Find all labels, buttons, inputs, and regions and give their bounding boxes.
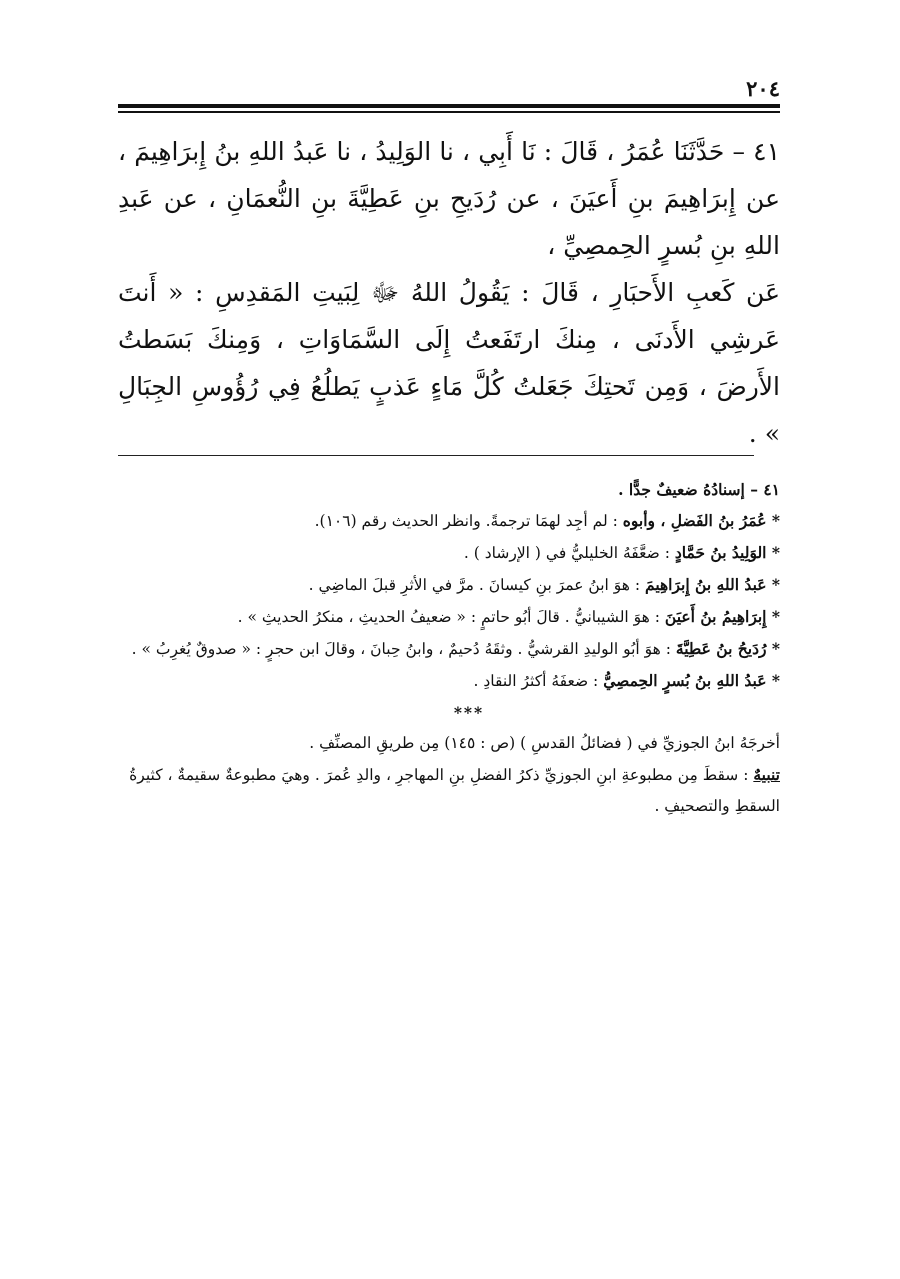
narrator-note: : هوَ أبُو الوليدِ القرشيُّ . وثقَهُ دُحيمٌ ، وابنُ حِبانَ ، وقالَ ابن حجرٍ : « صدوقٌ يُغرِبُ » . (131, 640, 676, 658)
narrator-note: : هوَ الشيبانيُّ . قالَ أبُو حاتمٍ : « ضعيفُ الحديثِ ، منكرُ الحديثِ » . (237, 608, 665, 626)
footnote-entry (118, 505, 780, 537)
narrator-name: * رُدَيحُ بنُ عَطِيَّةَ (675, 639, 780, 658)
caution-label: تنبيهٌ (753, 765, 780, 784)
footnote-heading: ٤١ – إسنادُهُ ضعيفٌ جدًّا . (618, 480, 780, 499)
narrator-note: : ضعَّفَهُ الخليليُّ في ( الإرشاد ) . (463, 544, 675, 562)
hadith-matn: عَن كَعبِ الأَحبَارِ ، قَالَ : يَقُولُ اللهُ ﷻ لِبَيتِ المَقدِسِ : « أَنتَ عَرشِي الأَدنَى ، مِنكَ ارتَفَعتُ إِلَى السَّمَاوَاتِ ، وَمِنكَ بَسَطتُ الأَرضَ ، وَمِن تَحتِكَ جَعَلتُ كُلَّ مَاءٍ عَذبٍ يَطلُعُ فِي رُؤُوسِ الجِبَالِ » . (118, 278, 780, 448)
narrator-note: : هوَ ابنُ عمرَ بنِ كيسانَ . مرَّ في الأثرِ قبلَ الماضِي . (308, 576, 646, 594)
footnote-separator-rule (118, 455, 754, 456)
hadith-main-text (118, 128, 780, 457)
footnotes-section (118, 474, 780, 822)
header-rule-thick (118, 104, 780, 108)
caution-note (118, 759, 780, 822)
footnote-entry (118, 569, 780, 601)
section-separator-stars: *** (453, 703, 485, 722)
header-rule-thin (118, 111, 780, 113)
hadith-isnad: ٤١ – حَدَّثَنَا عُمَرُ ، قَالَ : نَا أَبِي ، نا الوَلِيدُ ، نا عَبدُ اللهِ بنُ إِبرَاهِيمَ ، عن إِبرَاهِيمَ بنِ أَعيَنَ ، عن رُدَيحِ بنِ عَطِيَّةَ بنِ النُّعمَانِ ، عن عَبدِ اللهِ بنِ بُسرٍ الحِمصِيِّ ، (118, 137, 780, 260)
takhrij-note: أخرجَهُ ابنُ الجوزيِّ في ( فضائلُ القدسِ ) (ص : ١٤٥) مِن طريقِ المصنِّفِ . (309, 734, 780, 752)
narrator-note: : لم أجِد لهمَا ترجمةً. وانظر الحديث رقم (١٠٦). (314, 512, 623, 530)
caution-text: : سقطَ مِن مطبوعةِ ابنِ الجوزيِّ ذكرُ الفضلِ بنِ المهاجرِ ، والدِ عُمرَ . وهيَ مطبوعةٌ سقيمةٌ ، كثيرةُ السقطِ والتصحيفِ . (129, 766, 780, 815)
narrator-name: * الوَلِيدُ بنُ حَمَّادٍ (674, 543, 780, 562)
footnote-entry (118, 537, 780, 569)
footnote-entry (118, 601, 780, 633)
narrator-name: * عَبدُ اللهِ بنُ بُسرٍ الحِمصِيُّ (603, 671, 780, 690)
narrator-name: * عَبدُ اللهِ بنُ إِبرَاهِيمَ (645, 575, 780, 594)
narrator-name: * عُمَرُ بنُ الفَضلِ ، وأبوه (622, 511, 780, 530)
narrator-name: * إِبرَاهِيمُ بنُ أَعيَنَ (664, 607, 780, 626)
footnote-entry (118, 665, 780, 697)
page-number: ٢٠٤ (746, 76, 780, 101)
footnote-entry (118, 633, 780, 665)
narrator-note: : ضعفَهُ أكثرُ النقادِ . (473, 672, 604, 690)
